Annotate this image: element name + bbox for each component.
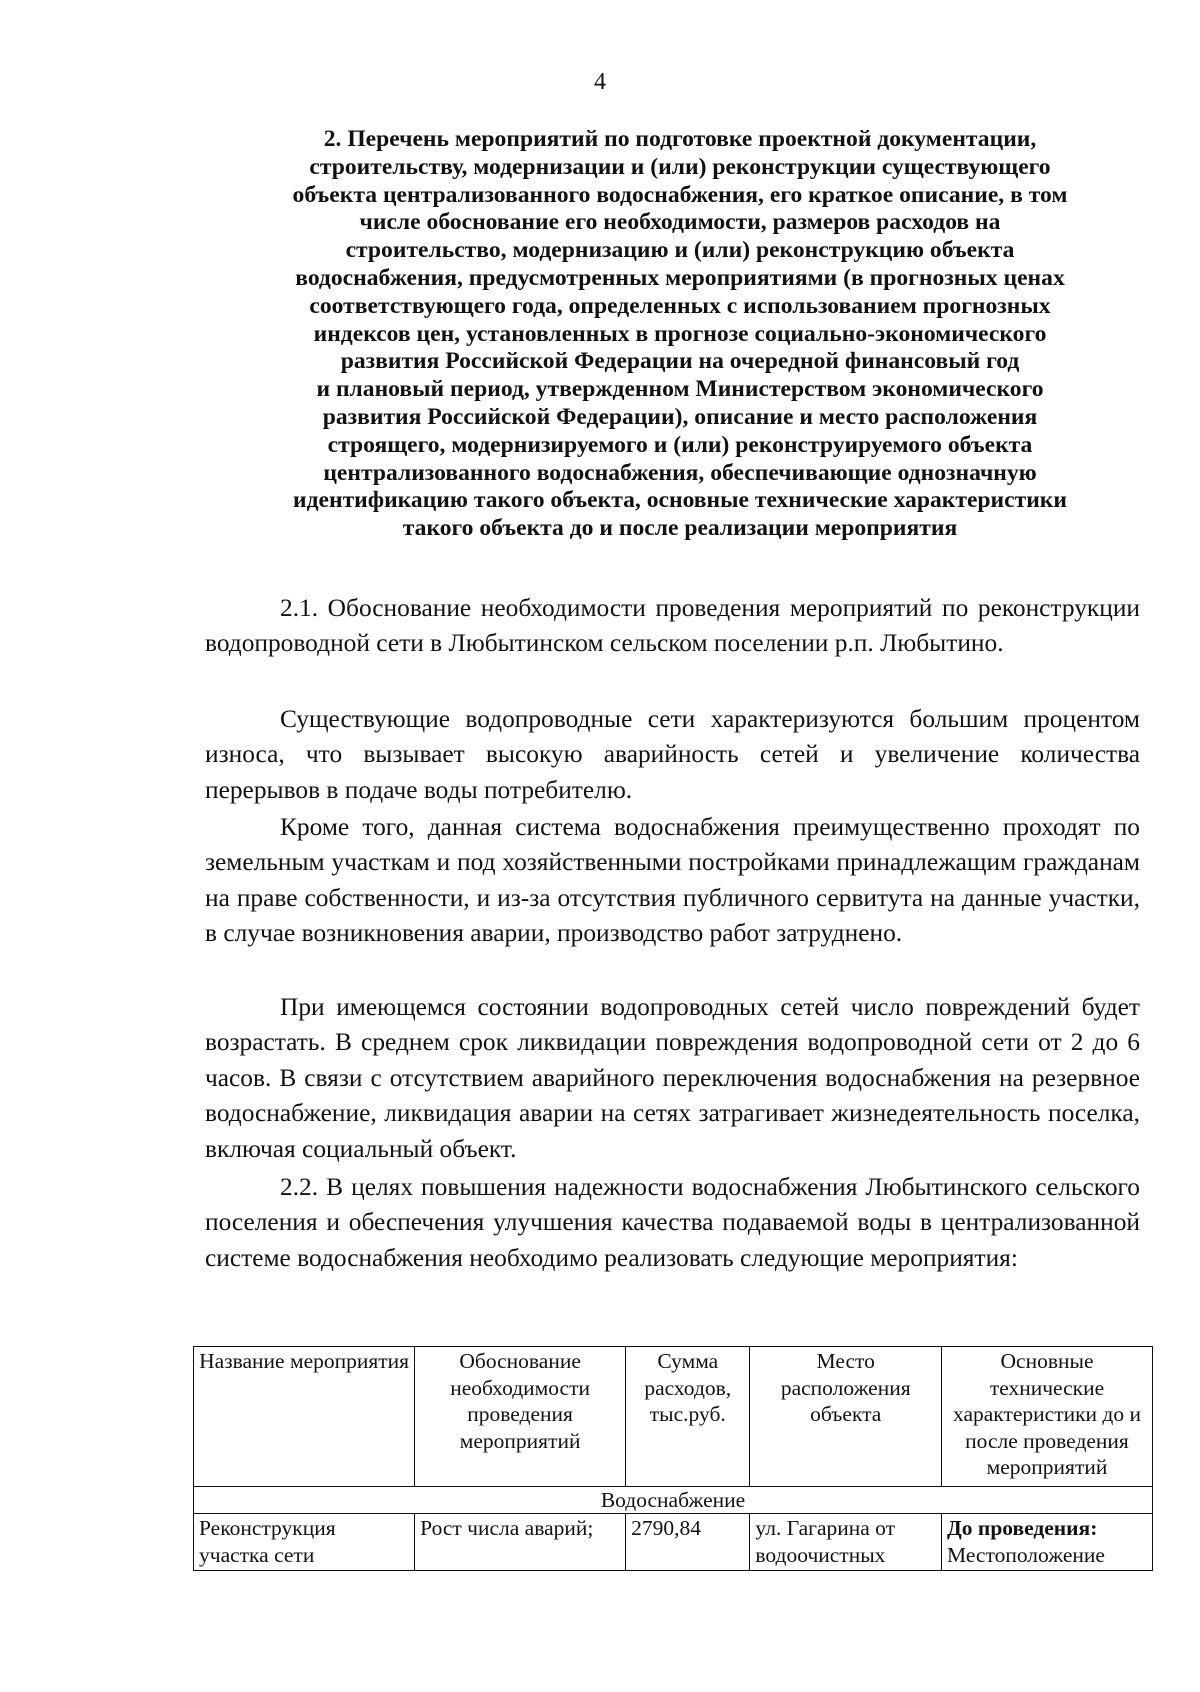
- heading-line: соответствующего года, определенных с использованием прогнозных: [309, 292, 1051, 319]
- heading-line: индексов цен, установленных в прогнозе социально-экономического: [313, 320, 1047, 347]
- characteristics-text: Местоположение: [947, 1542, 1105, 1567]
- paragraph-text: При имеющемся состоянии водопроводных сетей число повреждений будет возрастать. В среднем срок ликвидации повреждения водопроводной сети от 2 до 6 часов. В связи с отсутствием аварийного переключения водоснабжения на резервное водоснабжение, ликвидация аварии на сетях затрагивает жизнедеятельность поселка, включая социальный объект.: [205, 993, 1140, 1163]
- paragraph-text: 2.2. В целях повышения надежности водоснабжения Любытинского сельского поселения и обеспечения улучшения качества подаваемой воды в централизованной системе водоснабжения необходимо реализовать следующие мероприятия:: [205, 1173, 1140, 1272]
- heading-line: водоснабжения, предусмотренных мероприятиями (в прогнозных ценах: [295, 264, 1065, 291]
- heading-line: такого объекта до и после реализации мероприятия: [402, 515, 958, 542]
- heading-line: строительству, модернизации и (или) реконструкции существующего: [309, 153, 1051, 180]
- heading-line: числе обоснование его необходимости, размеров расходов на: [359, 209, 1001, 236]
- paragraph-text: Существующие водопроводные сети характеризуются большим процентом износа, что вызывает высокую аварийность сетей и увеличение количества перерывов в подаче воды потребителю.: [205, 705, 1140, 804]
- cell-location: ул. Гагарина от водоочистных: [750, 1514, 942, 1571]
- characteristics-label: До проведения:: [947, 1516, 1098, 1540]
- heading-line: развития Российской Федерации на очередной финансовый год: [340, 348, 1020, 375]
- measures-table: [193, 1346, 1153, 1571]
- heading-line: идентификацию такого объекта, основные технические характеристики: [292, 487, 1067, 514]
- header-justification: Обоснование необходимости проведения мероприятий: [415, 1347, 626, 1487]
- heading-line: 2. Перечень мероприятий по подготовке проектной документации,: [323, 126, 1037, 152]
- heading-line: объекта централизованного водоснабжения, его краткое описание, в том: [292, 181, 1068, 208]
- cell-justification: Рост числа аварий;: [415, 1514, 626, 1571]
- heading-line: и плановый период, утвержденном Министерством экономического: [316, 376, 1044, 403]
- cell-characteristics: [942, 1514, 1153, 1571]
- header-amount: Сумма расходов, тыс.руб.: [626, 1347, 750, 1487]
- paragraph-text: 2.1. Обоснование необходимости проведения мероприятий по реконструкции водопроводной сети в Любытинском сельском поселении р.п. Любытино.: [205, 594, 1140, 658]
- paragraph-network-wear: [205, 702, 1140, 808]
- header-name: Название мероприятия: [194, 1347, 415, 1487]
- section-water-supply: Водоснабжение: [194, 1487, 1153, 1514]
- table-header-row: [194, 1347, 1153, 1487]
- heading-line: развития Российской Федерации), описание и место расположения: [322, 403, 1038, 430]
- paragraph-damages: [205, 990, 1140, 1167]
- table-row: [194, 1514, 1153, 1571]
- heading-line: строительство, модернизацию и (или) реконструкцию объекта: [345, 237, 1015, 264]
- page-number: 4: [594, 69, 606, 95]
- heading-line: централизованного водоснабжения, обеспечивающие однозначную: [323, 459, 1037, 486]
- cell-name: Реконструкция участка сети: [194, 1514, 415, 1571]
- table-section-row: [194, 1487, 1153, 1514]
- paragraph-land-plots: [205, 810, 1140, 952]
- heading-line: строящего, модернизируемого и (или) реконструируемого объекта: [327, 431, 1033, 458]
- section-heading: [200, 126, 1160, 543]
- cell-amount: 2790,84: [626, 1514, 750, 1571]
- paragraph-2-1: [205, 591, 1140, 662]
- paragraph-text: Кроме того, данная система водоснабжения преимущественно проходят по земельным участкам и под хозяйственными постройками принадлежащим гражданам на праве собственности, и из-за отсутствия публичного сервитута на данные участки, в случае возникновения аварии, производство работ затруднено.: [205, 813, 1140, 948]
- paragraph-2-2: [205, 1170, 1140, 1276]
- header-location: Место расположения объекта: [750, 1347, 942, 1487]
- header-characteristics: Основные технические характеристики до и после проведения мероприятий: [942, 1347, 1153, 1487]
